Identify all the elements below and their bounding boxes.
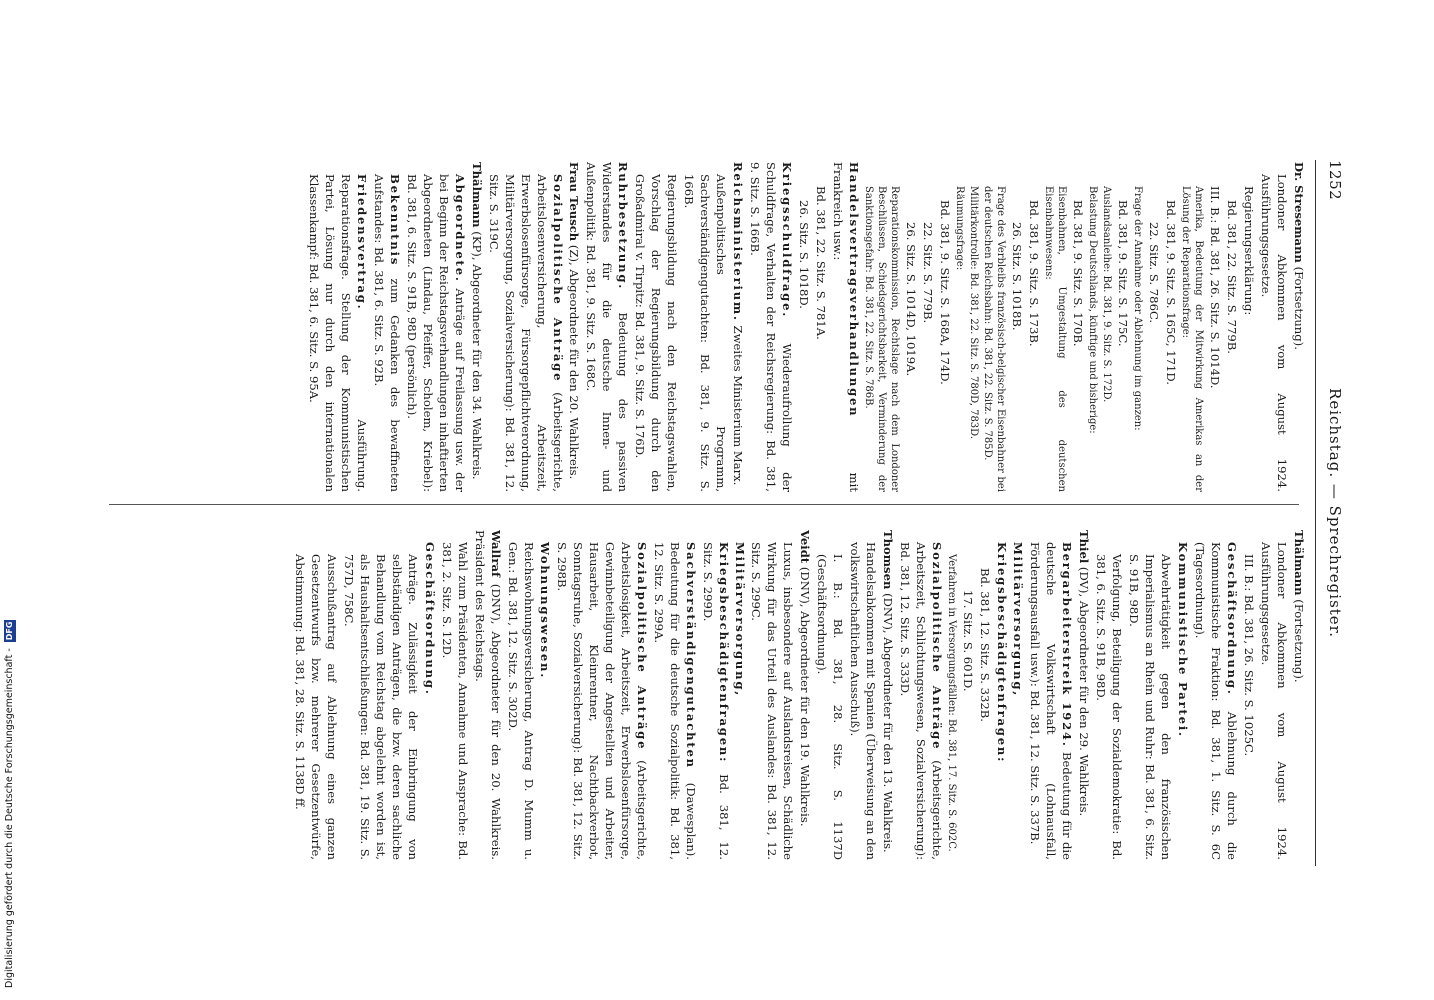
entry-text: Bd. 381, 22. Sitz. S. 781A.	[814, 186, 829, 340]
entry-heading: Sozialpolitische Anträge	[634, 542, 649, 751]
register-entry	[748, 530, 796, 860]
entry-text: Bd. 381, 9. Sitz. S. 168A, 174D.	[938, 200, 953, 385]
entry-text: 17. Sitz. S. 601D.	[961, 590, 976, 692]
register-entry	[291, 530, 339, 860]
entry-text: Bd. 381, 9. Sitz. S. 175C.	[1116, 200, 1131, 347]
entry-text: Belastung Deutschlands, künftige und bisherige:	[1087, 186, 1099, 434]
entry-text: Bd. 381, 12. Sitz. S. 332B.	[978, 568, 993, 722]
entry-heading: Thälmann	[1292, 530, 1306, 596]
entry-heading: Wohnungswesen.	[537, 542, 552, 680]
entry-text: (Fortsetzung).	[1292, 595, 1306, 683]
register-entry	[1114, 162, 1130, 492]
entry-text: Bd. 381, 9. Sitz. S. 173B.	[1027, 200, 1042, 347]
entry-heading: Militärversorgung, Kriegsbeschädigtenfragen:	[995, 542, 1026, 764]
entry-text: Militärkontrolle: Bd. 381, 22. Sitz. S. 780D, 783D.	[968, 186, 980, 440]
entry-text: Zweites Ministerium Marx.	[731, 321, 746, 486]
register-entry	[795, 162, 811, 492]
entry-text: III. B.: Bd. 381, 26. Sitz. S. 1014D.	[1208, 186, 1223, 389]
register-entry	[1086, 162, 1099, 492]
entry-text: Bd. 381, 9. Sitz. S. 170B.	[1071, 200, 1086, 347]
register-entry	[1100, 162, 1113, 492]
entry-text: Außenpolitisches Programm, Sachverständigengutachten: Bd. 381, 9. Sitz. S. 166B.	[682, 174, 729, 492]
entry-heading: Bekenntnis	[387, 174, 402, 267]
entry-text: Londoner Abkommen vom August 1924. Ausführungsgesetze.	[1259, 174, 1290, 492]
page-number: 1252	[1326, 160, 1344, 201]
entry-heading: Geschäftsordnung.	[1225, 542, 1240, 696]
entry-text: 26. Sitz. S. 1018D.	[797, 200, 812, 309]
entry-text: Ausschußantrag auf Ablehnung eines ganzen Gesetzentwurfs bzw. mehrerer Gesetzentwürfe, Abstimmung: Bd. 381, 28. Sitz. S. 1138D ff.	[292, 554, 339, 860]
entry-text: Ablehnung durch die Kommunistische Fraktion: Bd. 381, 1. Sitz. S. 6C (Tagesordnung).	[1193, 542, 1240, 860]
entry-text: Bd. 381, 9. Sitz. S. 165C, 171D.	[1164, 200, 1179, 385]
register-entry	[583, 162, 631, 492]
entry-text: (Arbeitsgerichte, Arbeitslosenversicherung, Arbeitszeit, Erwerbslosenfürsorge, Fürsorgepflichtverordnung, Militärversorgung, Sozialversicherung): Bd. 381, 12. Sitz. S. 319C.	[486, 174, 565, 492]
entry-text: 22. Sitz. S. 786C.	[1147, 222, 1162, 324]
register-entry	[812, 162, 828, 492]
entry-text: (Dawesplan). Bedeutung für die deutsche Sozialpolitik: Bd. 381, 12. Sitz. S. 299A.	[651, 542, 698, 860]
entry-heading: Thomsen	[881, 530, 896, 590]
entry-heading: Sozialpolitische Anträge	[930, 542, 945, 751]
entry-text: Reparationskommission, Rechtslage nach dem Londoner Beschlüssen, Schiedsgerichtsbarkeit, Verminderung der Sanktionsgefahr: Bd. 381, 22. Sitz. S. 786B.	[863, 186, 901, 492]
register-entry	[553, 530, 649, 860]
register-entry	[485, 162, 565, 492]
entry-text: Bedeutung für die deutsche Volkswirtschaft (Lohnausfall, Förderungsausfall usw.): Bd. 381, 12. Sitz. S. 337B.	[1028, 542, 1075, 860]
register-entry	[959, 530, 975, 860]
register-entry	[981, 162, 1007, 492]
entry-text: Frage des Verbleibs französisch-belgischer Eisenbahner bei der deutschen Reichsbahn: Bd. 381, 22. Sitz. S. 785D.	[982, 186, 1007, 492]
entry-text: Frage der Annahme oder Ablehnung im ganzen:	[1132, 186, 1144, 431]
entry-text: Ausführung. Reparationsfrage. Stellung der Kommunistischen Partei, Lösung nur durch den internationalen Klassenkampf: Bd. 381, 6. Sitz. S. 95A.	[306, 174, 369, 492]
entry-text: (DNV), Abgeordneter für den 19. Wahlkreis.	[798, 563, 813, 827]
entry-text: zum Gedanken des bewaffneten Aufstandes: Bd. 381, 6. Sitz. S. 92B.	[371, 174, 402, 492]
register-entry	[1092, 530, 1124, 860]
entry-heading: Thiel	[1077, 530, 1092, 564]
register-entry	[438, 530, 470, 860]
entry-heading: Wallraf	[488, 530, 503, 577]
entry-text: (Fortsetzung).	[1292, 262, 1306, 350]
entry-heading: Kommunistische Partei.	[1176, 542, 1191, 738]
register-entry	[1069, 162, 1085, 492]
register-entry	[829, 162, 861, 492]
entry-text: Räumungsfrage:	[954, 186, 966, 271]
entry-text: Amerika, Bedeutung der Mitwirkung Amerikas an der Lösung der Reparationsfrage:	[1180, 186, 1205, 492]
register-entry	[305, 162, 369, 492]
entry-text: (DNV), Abgeordneter für den 20. Wahlkreis. Präsident des Reichstags.	[472, 530, 503, 860]
register-entry	[1125, 530, 1173, 860]
register-entry	[1223, 162, 1239, 492]
entry-text: Londoner Abkommen vom August 1924. Ausführungsgesetze.	[1259, 542, 1290, 860]
entry-text: Regierungsbildung nach den Reichstagswahlen, Vorschlag der Regierungsbildung durch den Großadmiral v. Tirpitz: Bd. 381, 9. Sitz. S. 176D.	[633, 174, 680, 492]
entry-text: Verfahren in Versorgungsfällen: Bd. 381, 17. Sitz. S. 602C.	[946, 554, 958, 852]
entry-text: Bedeutung des passiven Widerstandes für die deutsche Innen- und Außenpolitik: Bd. 381, 9. Sitz. S. 168C.	[584, 162, 631, 492]
entry-text: (Arbeitsgerichte, Arbeitszeit, Schlichtungswesen, Sozialversicherung): Bd. 381, 12. Sitz. S. 333D.	[898, 542, 945, 860]
entry-text: (KP), Abgeordneter für den 34. Wahlkreis.	[469, 227, 484, 480]
register-entry	[1240, 162, 1256, 492]
register-entry	[1191, 530, 1239, 860]
entry-text: Bd. 381, 22. Sitz. S. 779B.	[1225, 200, 1240, 354]
register-entry	[1131, 162, 1144, 492]
header-rule	[1315, 160, 1316, 866]
running-title: Reichstag. — Sprechregister.	[1326, 388, 1344, 638]
entry-heading: Handelsvertragsverhandlungen	[847, 162, 862, 418]
entry-heading: Thälmann	[469, 162, 484, 228]
digitization-credit	[2, 0, 18, 1000]
register-entry	[993, 530, 1025, 860]
entry-text: mit Frankreich usw.:	[831, 162, 862, 492]
entry-heading: Reichsministerium.	[731, 162, 746, 322]
register-entry	[896, 530, 944, 860]
entry-text: (DV), Abgeordneter für den 29. Wahlkreis.	[1077, 563, 1092, 817]
register-entry	[846, 530, 878, 860]
entry-heading: Dr. Stresemann	[1292, 162, 1306, 263]
register-entry	[1145, 162, 1161, 492]
entry-text: 26. Sitz. S. 1018B.	[1010, 222, 1025, 331]
register-entry	[1162, 162, 1178, 492]
register-entry	[1290, 162, 1306, 492]
entry-heading: Friedensvertrag.	[354, 174, 369, 311]
entry-text: Wiederaufrollung der Schuldfrage, Verhalten der Reichsregierung: Bd. 381, 9. Sitz. S. 166B.	[748, 162, 795, 492]
entry-text: Regierungserklärung:	[1242, 186, 1257, 316]
register-entry	[967, 162, 980, 492]
entry-text: III. B.: Bd. 381, 26. Sitz. S. 1025C.	[1242, 554, 1257, 757]
entry-heading: Sozialpolitische Anträge	[550, 174, 565, 383]
entry-text: 26. Sitz. S. 1014D, 1019A.	[904, 222, 919, 377]
register-entry	[919, 162, 935, 492]
entry-text: 22. Sitz. S. 779B.	[921, 222, 936, 324]
entry-text: Wahl zum Präsidenten, Annahme und Ansprache: Bd. 381, 2. Sitz. S. 12D.	[439, 542, 470, 860]
register-entry	[566, 162, 582, 492]
column-divider	[109, 504, 1299, 505]
entry-heading: Ruhrbesetzung.	[616, 162, 631, 291]
register-entry	[421, 530, 437, 860]
register-entry	[1257, 530, 1289, 860]
entry-text: Anträge. Zulässigkeit der Einbringung von selbständigen Anträgen, die bzw. deren sachliche Behandlung vom Reichstag abgelehnt worden ist, als Haushaltsentschließungen: Bd. 381, 19. Sitz. S. 757D, 758C.	[341, 554, 420, 860]
register-entry	[862, 162, 901, 492]
register-entry	[936, 162, 952, 492]
register-entry	[504, 530, 552, 860]
entry-text: Handelsabkommen mit Spanien (Überweisung an den volkswirtschaftlichen Ausschuß).	[848, 542, 879, 860]
dfg-logo-icon: DFG	[4, 621, 14, 641]
register-entry	[1174, 530, 1190, 860]
entry-heading: Veidt	[798, 530, 813, 564]
entry-text: Abwehrtätigkeit gegen den französischen Imperialismus an Rhein und Ruhr: Bd. 381, 6. Sitz. S. 91B, 98D.	[1127, 554, 1174, 860]
register-entry	[1042, 162, 1068, 492]
register-entry	[1290, 530, 1306, 860]
register-entry	[468, 162, 484, 492]
entry-text: Auslandsanleihe: Bd. 381, 9. Sitz. S. 172D.	[1101, 186, 1113, 403]
register-entry	[902, 162, 918, 492]
entry-text: (Z), Abgeordnete für den 20. Wahlkreis.	[567, 241, 582, 480]
register-entry	[1257, 162, 1289, 492]
register-entry	[746, 162, 794, 492]
entry-heading: Militärversorgung, Kriegsbeschädigtenfragen:	[716, 542, 747, 764]
register-entry	[650, 530, 698, 860]
register-entry	[631, 162, 679, 492]
register-entry	[1008, 162, 1024, 492]
entry-text: Verfolgung, Beteiligung der Sozialdemokratie: Bd. 381, 6. Sitz. S. 91B, 98D.	[1094, 554, 1125, 860]
entry-text: Anträge auf Freilassung usw. der bei Beginn der Reichstagsverhandlungen inhaftierten Abgeordneten (Lindau, Pfeiffer, Scholem, Kriebel): Bd. 381, 6. Sitz. S. 91B, 98D (persönlich).	[404, 174, 467, 492]
register-entry	[953, 162, 966, 492]
register-entry	[680, 162, 728, 492]
register-entry	[340, 530, 420, 860]
register-entry	[1075, 530, 1091, 860]
entry-text: (Arbeitsgerichte, Arbeitslosigkeit, Arbeitszeit, Erwerbslosenfürsorge, Gewinnbeteiligung der Angestellten und Arbeiter, Hausarbeit, Kleinrentner, Nachtbackverbot, Sonntagsruhe, Sozialversicherung): Bd. 381, 12. Sitz. S. 298B.	[554, 542, 649, 860]
entry-heading: Geschäftsordnung.	[422, 542, 437, 696]
entry-heading: Abgeordnete.	[452, 174, 467, 283]
entry-text: Eisenbahnen, Umgestaltung des deutschen Eisenbahnwesens:	[1043, 186, 1068, 492]
right-column	[126, 530, 1306, 860]
register-entry	[879, 530, 895, 860]
register-entry	[976, 530, 992, 860]
entry-text: Luxus, insbesondere auf Auslandsreisen, Schädliche Wirkung für das Urteil des Auslandes: Bd. 381, 12. Sitz. S. 299C.	[749, 542, 796, 860]
entry-text: Bd. 381, 12. Sitz. S. 299D.	[700, 542, 731, 860]
left-column	[126, 162, 1306, 492]
register-entry	[1240, 530, 1256, 860]
register-entry	[471, 530, 503, 860]
register-entry	[796, 530, 812, 860]
register-entry	[729, 162, 745, 492]
register-entry	[370, 162, 402, 492]
entry-text: Reichswohnungsversicherung, Antrag D. Mumm u. Gen.: Bd. 381, 12. Sitz. S. 302D.	[505, 542, 536, 860]
entry-heading: Sachverständigengutachten	[683, 542, 698, 769]
page-header	[1318, 160, 1344, 866]
register-entry	[1026, 530, 1074, 860]
entry-heading: Bergarbeiterstreik 1924.	[1060, 542, 1075, 748]
entry-heading: Frau Teusch	[567, 162, 582, 242]
register-entry	[813, 530, 845, 860]
register-entry	[1206, 162, 1222, 492]
register-entry	[1025, 162, 1041, 492]
register-entry	[699, 530, 747, 860]
entry-text: I. B.: Bd. 381, 28. Sitz. S. 1137D (Geschäftsordnung).	[815, 554, 846, 860]
register-entry	[403, 162, 467, 492]
entry-text: (DNV), Abgeordneter für den 13. Wahlkreis.	[881, 589, 896, 853]
register-entry	[945, 530, 958, 860]
register-entry	[1179, 162, 1205, 492]
credit-text: Digitalisierung gefördert durch die Deutsche Forschungsgemeinschaft -	[4, 648, 15, 988]
entry-heading: Kriegsschuldfrage.	[780, 162, 795, 319]
